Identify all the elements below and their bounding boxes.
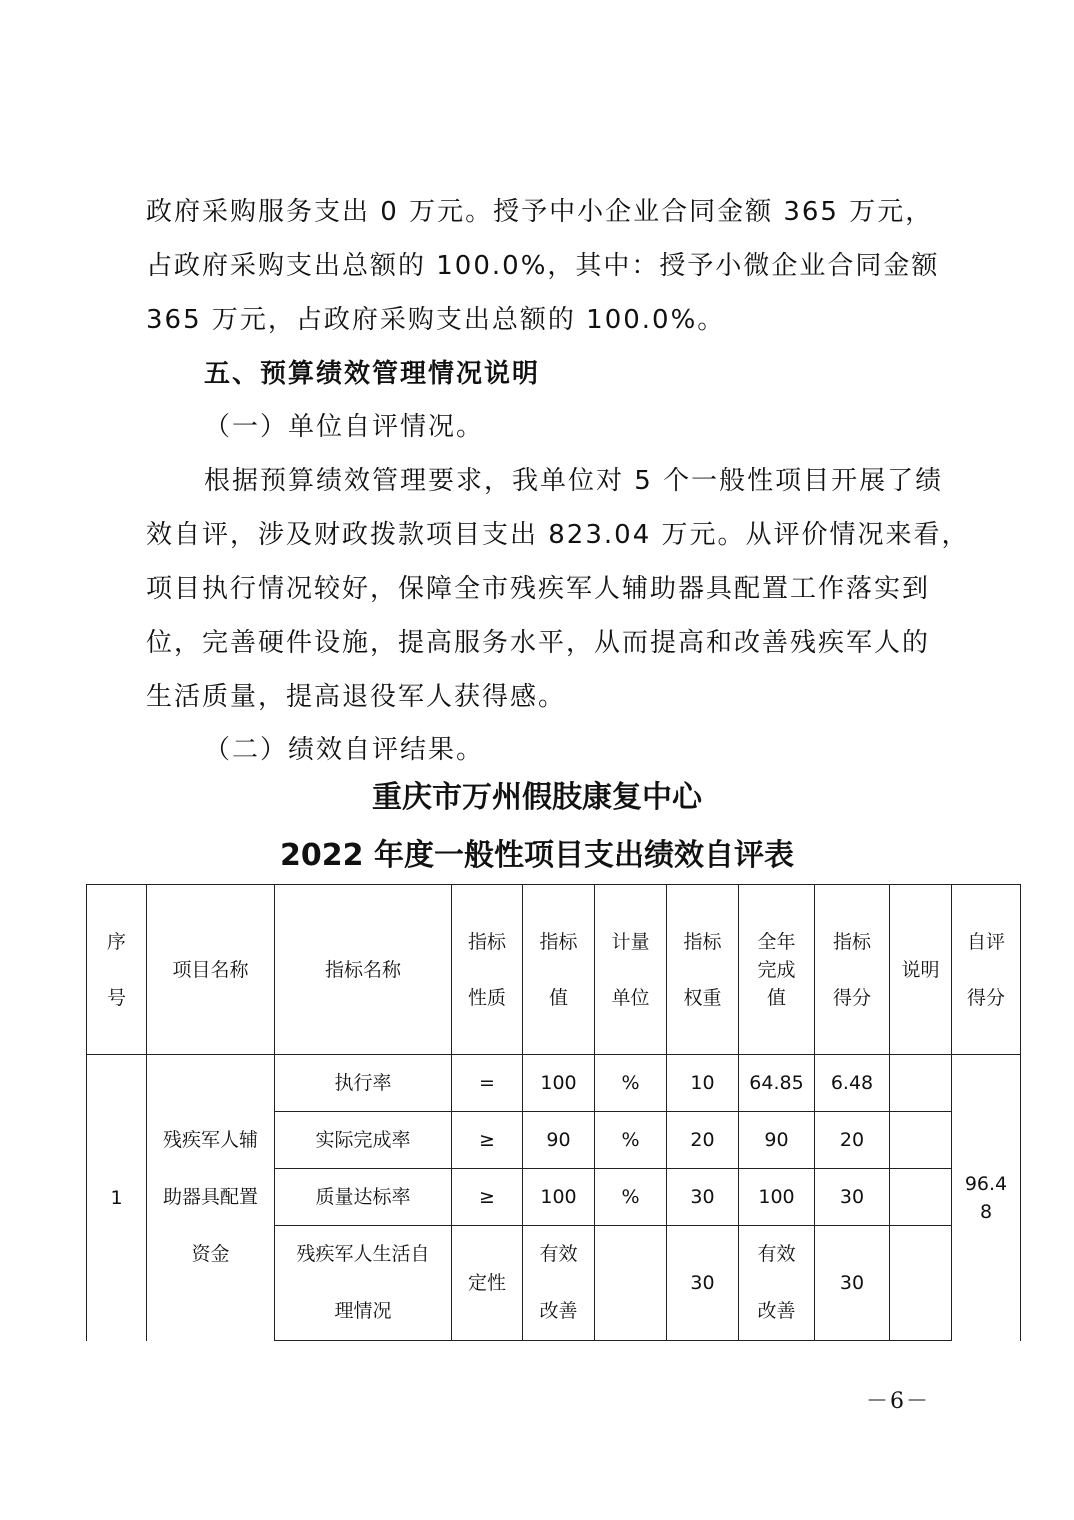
cell-actual: 100 [739,1169,815,1226]
cell-indicator: 执行率 [275,1055,452,1112]
text-line: 365 万元，占政府采购支出总额的 100.0%。 [146,305,726,335]
cell-seq: 1 [87,1055,147,1341]
text-line: 位，完善硬件设施，提高服务水平，从而提高和改善残疾军人的 [146,628,931,658]
paragraph-self-evaluation [146,454,970,724]
cell-actual: 90 [739,1112,815,1169]
table-header-row [87,885,1021,1055]
cell-self-score: 96.4 8 [952,1055,1021,1341]
cell-unit [595,1226,667,1341]
cell-unit: % [595,1112,667,1169]
cell-note [890,1055,952,1112]
cell-value: 100 [523,1055,595,1112]
cell-value: 100 [523,1169,595,1226]
page-number: －6－ [866,1389,930,1414]
header-self-score: 自评 得分 [952,885,1021,1055]
header-indicator-name: 指标名称 [275,885,452,1055]
table-title-org: 重庆市万州假肢康复中心 [372,780,702,815]
cell-unit: % [595,1055,667,1112]
cell-note [890,1112,952,1169]
table-row [87,1055,1021,1112]
cell-nature: = [452,1055,523,1112]
subsection-heading-1: （一）单位自评情况。 [204,412,485,442]
cell-nature: 定性 [452,1226,523,1341]
cell-indicator: 实际完成率 [275,1112,452,1169]
table-title-year: 2022 年度一般性项目支出绩效自评表 [280,838,794,873]
text-line: 生活质量，提高退役军人获得感。 [146,682,567,712]
cell-score: 20 [815,1112,890,1169]
header-project-name: 项目名称 [147,885,275,1055]
cell-project-name: 残疾军人辅 助器具配置 资金 [147,1055,275,1341]
section-heading: 五、预算绩效管理情况说明 [204,359,541,389]
text-line: 效自评，涉及财政拨款项目支出 823.04 万元。从评价情况来看， [146,520,970,550]
subsection-heading-2: （二）绩效自评结果。 [204,735,485,765]
cell-value: 90 [523,1112,595,1169]
header-weight: 指标 权重 [667,885,739,1055]
performance-table [86,884,1021,1341]
cell-note [890,1169,952,1226]
cell-score: 6.48 [815,1055,890,1112]
cell-score: 30 [815,1169,890,1226]
cell-weight: 20 [667,1112,739,1169]
header-actual: 全年 完成 值 [739,885,815,1055]
header-nature: 指标 性质 [452,885,523,1055]
text-line: 项目执行情况较好，保障全市残疾军人辅助器具配置工作落实到 [146,574,931,604]
header-score: 指标 得分 [815,885,890,1055]
cell-weight: 10 [667,1055,739,1112]
cell-indicator: 质量达标率 [275,1169,452,1226]
cell-actual: 有效 改善 [739,1226,815,1341]
text-line: 占政府采购支出总额的 100.0%，其中：授予小微企业合同金额 [146,251,940,281]
cell-weight: 30 [667,1169,739,1226]
header-seq: 序 号 [87,885,147,1055]
cell-unit: % [595,1169,667,1226]
header-note: 说明 [890,885,952,1055]
cell-weight: 30 [667,1226,739,1341]
text-line: 政府采购服务支出 0 万元。授予中小企业合同金额 365 万元， [146,197,934,227]
cell-nature: ≥ [452,1112,523,1169]
cell-score: 30 [815,1226,890,1341]
header-unit: 计量 单位 [595,885,667,1055]
cell-value: 有效 改善 [523,1226,595,1341]
header-value: 指标 值 [523,885,595,1055]
cell-actual: 64.85 [739,1055,815,1112]
cell-nature: ≥ [452,1169,523,1226]
cell-indicator: 残疾军人生活自 理情况 [275,1226,452,1341]
text-line: 根据预算绩效管理要求，我单位对 5 个一般性项目开展了绩 [204,466,944,496]
cell-note [890,1226,952,1341]
paragraph-procurement [146,185,946,347]
